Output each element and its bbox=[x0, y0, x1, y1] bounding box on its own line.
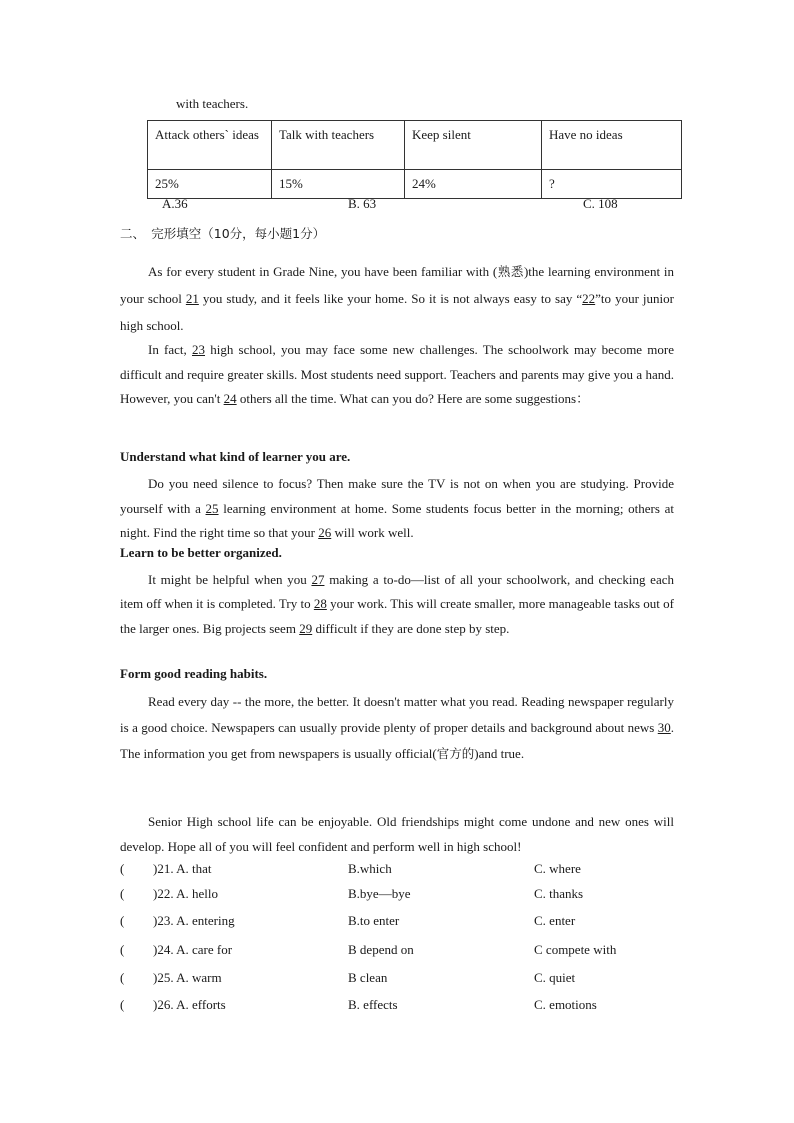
passage-text: In fact, bbox=[148, 342, 192, 357]
table-cell: 24% bbox=[405, 170, 542, 199]
passage-paragraph bbox=[120, 568, 674, 641]
passage-text: you study, and it feels like your home. So it is not always easy to say “ bbox=[198, 291, 583, 306]
blank-number: 24 bbox=[223, 391, 237, 406]
question-fragment: with teachers. bbox=[176, 96, 249, 111]
passage-paragraph bbox=[120, 472, 674, 546]
table-header-cell: Talk with teachers bbox=[272, 121, 405, 170]
table-header-cell: Attack others` ideas bbox=[148, 121, 272, 170]
chinese-gloss: 熟悉 bbox=[497, 264, 524, 279]
passage-paragraph: Senior High school life can be enjoyable. Old friendships might come undone and new ones will develop. Hope all of you will feel confident and perform well in high school! bbox=[120, 814, 674, 854]
passage-paragraph bbox=[120, 338, 674, 412]
section-heading: Learn to be better organized. bbox=[120, 545, 282, 560]
option-a: A.36 bbox=[162, 196, 188, 211]
question-option-a: )21. A. that bbox=[153, 861, 212, 876]
question-option-c: C. quiet bbox=[534, 970, 576, 985]
blank-number: 22 bbox=[582, 291, 596, 306]
question-option-a: )24. A. care for bbox=[153, 942, 233, 957]
passage-text: difficult if they are done step by step. bbox=[312, 620, 510, 636]
question-row bbox=[120, 913, 680, 931]
question-option-b: B.to enter bbox=[348, 913, 400, 928]
option-c: C. 108 bbox=[583, 196, 618, 211]
passage-text: learning environment at home. Some students focus better in the morning; others at night. Find the right time so that your bbox=[120, 500, 674, 540]
passage-text: As for every student in Grade Nine, you have been familiar with ( bbox=[148, 264, 498, 279]
blank-number: 27 bbox=[311, 572, 325, 587]
blank-number: 28 bbox=[313, 596, 327, 612]
survey-table bbox=[147, 120, 682, 199]
blank-number: 21 bbox=[185, 291, 199, 306]
table-cell: ? bbox=[542, 170, 682, 199]
answer-paren: ( bbox=[120, 913, 125, 928]
question-option-b: B.which bbox=[348, 861, 392, 876]
blank-number: 29 bbox=[299, 620, 313, 636]
question-option-c: C. enter bbox=[534, 913, 576, 928]
blank-number: 25 bbox=[205, 500, 219, 516]
question-row bbox=[120, 970, 680, 988]
question-option-b: B.bye—bye bbox=[348, 886, 411, 901]
passage-text: others all the time. What can you do? Here are some suggestions： bbox=[236, 391, 590, 406]
question-row bbox=[120, 886, 680, 904]
passage-text: . The information you get from newspapers is usually official( bbox=[120, 720, 674, 761]
question-option-c: C compete with bbox=[534, 942, 617, 957]
question-row bbox=[120, 942, 680, 960]
question-option-a: )25. A. warm bbox=[153, 970, 222, 985]
passage-text: Read every day -- the more, the better. It doesn't matter what you read. Reading newspaper regularly is a good choice. Newspapers can usually provide plenty of proper details and background about news bbox=[120, 694, 674, 735]
question-option-a: )23. A. entering bbox=[153, 913, 235, 928]
chinese-gloss: 官方的 bbox=[436, 746, 475, 761]
passage-text: )and true. bbox=[474, 746, 525, 761]
table-header-row bbox=[148, 121, 682, 170]
passage-text: making a to-do—list of all your schoolwork, and checking each item off when it is completed. Try to bbox=[120, 572, 674, 612]
question-option-b: B clean bbox=[348, 970, 388, 985]
answer-paren: ( bbox=[120, 997, 125, 1012]
section-heading: Form good reading habits. bbox=[120, 666, 268, 681]
passage-paragraph bbox=[120, 258, 674, 339]
question-option-a: )22. A. hello bbox=[153, 886, 218, 901]
passage-paragraph bbox=[120, 689, 674, 767]
blank-number: 23 bbox=[192, 342, 205, 357]
table-header-cell: Keep silent bbox=[405, 121, 542, 170]
question-option-c: C. emotions bbox=[534, 997, 597, 1012]
section-title: 二、 完形填空（10分，每小题1分） bbox=[120, 226, 326, 241]
passage-text: ”to your junior high school. bbox=[120, 291, 674, 333]
table-row bbox=[148, 170, 682, 199]
answer-paren: ( bbox=[120, 886, 125, 901]
question-row bbox=[120, 861, 680, 879]
passage-text: high school, you may face some new challenges. The schoolwork may become more difficult and require greater skills. Most students need support. Teachers and parents may give you a hand. However, you can't bbox=[120, 342, 675, 406]
passage-text: It might be helpful when you bbox=[148, 572, 312, 587]
question-option-c: C. where bbox=[534, 861, 581, 876]
table-cell: 15% bbox=[272, 170, 405, 199]
blank-number: 30 bbox=[657, 720, 671, 735]
passage-text: your work. This will create smaller, more manageable tasks out of the larger ones. Big projects seem bbox=[120, 596, 674, 636]
table-header-cell: Have no ideas bbox=[542, 121, 682, 170]
answer-paren: ( bbox=[120, 942, 125, 957]
option-b: B. 63 bbox=[348, 196, 377, 211]
section-heading: Understand what kind of learner you are. bbox=[120, 449, 351, 464]
table-cell: 25% bbox=[148, 170, 272, 199]
question-option-c: C. thanks bbox=[534, 886, 584, 901]
question-option-a: )26. A. efforts bbox=[153, 997, 226, 1012]
blank-number: 26 bbox=[318, 525, 332, 540]
question-option-b: B. effects bbox=[348, 997, 398, 1012]
passage-text: )the learning environment in your school bbox=[120, 264, 674, 306]
question-row bbox=[120, 997, 680, 1015]
answer-paren: ( bbox=[120, 970, 125, 985]
answer-paren: ( bbox=[120, 861, 125, 876]
question-option-b: B depend on bbox=[348, 942, 414, 957]
passage-text: Do you need silence to focus? Then make sure the TV is not on when you are studying. Provide yourself with a bbox=[120, 476, 674, 516]
passage-text: will work well. bbox=[331, 525, 414, 540]
